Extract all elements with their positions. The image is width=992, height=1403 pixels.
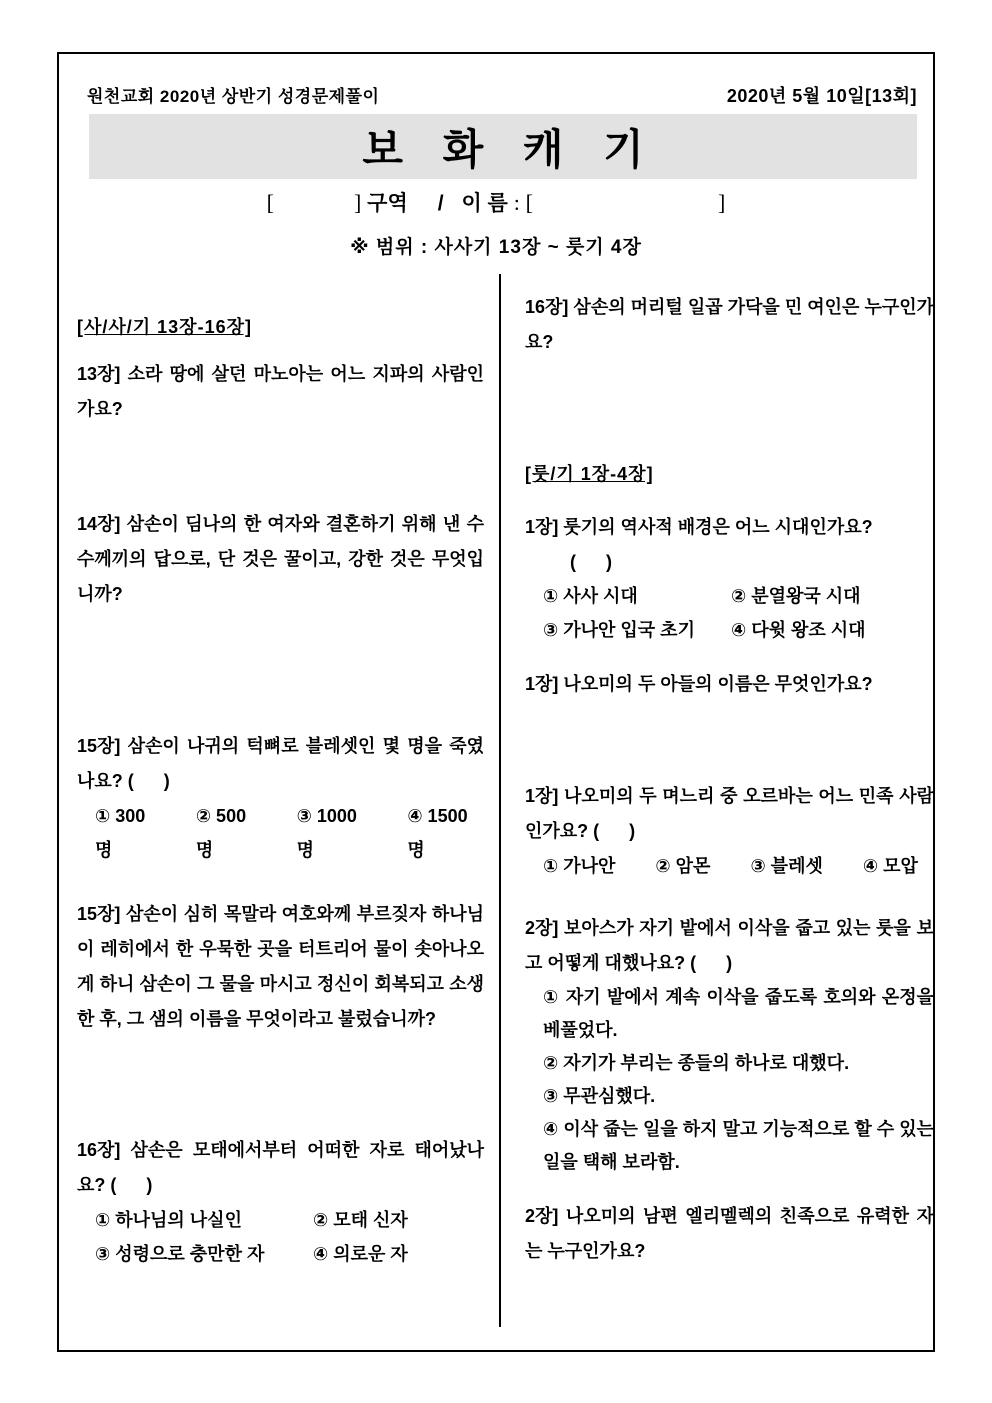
- option-item: ④ 의로운 자: [313, 1244, 408, 1264]
- document-page: [57, 52, 935, 1352]
- question-text: 1장] 나오미의 두 며느리 중 오르바는 어느 민족 사람인가요? ( ): [525, 786, 934, 841]
- section-heading-ruth: [룻/기 1장-4장]: [525, 464, 654, 484]
- options-row: [77, 799, 484, 867]
- option-item: ① 자기 밭에서 계속 이삭을 줍도록 호의와 온정을 베풀었다.: [543, 987, 934, 1040]
- question-block: [77, 729, 484, 867]
- question-block: [77, 507, 484, 612]
- question-block: [77, 897, 484, 1037]
- question-block: [525, 290, 934, 360]
- question-text: 15장] 삼손이 나귀의 턱뼈로 블레셋인 몇 명을 죽였나요? ( ): [77, 736, 484, 791]
- name-colon: :: [513, 190, 520, 215]
- question-text: 16장] 삼손은 모태에서부터 어떠한 자로 태어났나요? ( ): [77, 1140, 484, 1195]
- option-item: ② 500명: [195, 806, 247, 860]
- question-block: [77, 357, 484, 427]
- range-note: ※ 범위 : 사사기 13장 ~ 룻기 4장: [350, 237, 642, 258]
- option-item: ② 암몬: [655, 856, 711, 876]
- district-blank-close: ]: [354, 190, 362, 215]
- options-row: [525, 849, 934, 883]
- option-item: ④ 1500명: [407, 806, 468, 860]
- column-divider: [499, 274, 501, 1327]
- question-text: 13장] 소라 땅에 살던 마노아는 어느 지파의 사람인가요?: [77, 364, 484, 419]
- question-text: 15장] 삼손이 심히 목말라 여호와께 부르짖자 하나님이 레히에서 한 우묵한 곳을 터트리어 물이 솟아나오게 하니 삼손이 그 물을 마시고 정신이 회복되고 소생한 후, 그 샘의 이름을 무엇이라고 불렀습니까?: [77, 904, 484, 1029]
- page-header: [87, 82, 917, 108]
- option-item: ④ 이삭 줍는 일을 하지 말고 기능적으로 할 수 있는 일을 택해 보라함.: [543, 1119, 934, 1172]
- district-label: 구역: [367, 192, 408, 215]
- option-item: ③ 성령으로 충만한 자: [95, 1244, 265, 1264]
- question-text: 14장] 삼손이 딤나의 한 여자와 결혼하기 위해 낸 수수께끼의 답으로, 단 것은 꿀이고, 강한 것은 무엇입니까?: [77, 514, 484, 604]
- options-grid: [77, 1203, 484, 1271]
- option-item: ③ 무관심했다.: [543, 1086, 656, 1106]
- option-item: ③ 블레셋: [750, 856, 823, 876]
- option-item: ③ 가나안 입국 초기: [543, 620, 695, 640]
- option-item: ① 가나안: [543, 856, 616, 876]
- left-column: [77, 310, 484, 1271]
- district-name-line: [59, 187, 933, 217]
- option-item: ④ 다윗 왕조 시대: [731, 620, 866, 640]
- option-item: ① 사사 시대: [543, 586, 638, 606]
- district-blank-open: [: [266, 190, 274, 215]
- question-block: [77, 1133, 484, 1271]
- header-title: 원천교회 2020년 상반기 성경문제풀이: [87, 87, 380, 106]
- answer-blank: ( ): [570, 552, 612, 572]
- header-date-issue: 2020년 5월 10일[13회]: [726, 86, 917, 106]
- question-block: [525, 510, 934, 647]
- option-item: ① 하나님의 나실인: [95, 1210, 242, 1230]
- question-text: 1장] 룻기의 역사적 배경은 어느 시대인가요?: [525, 517, 873, 537]
- question-block: [525, 911, 934, 1179]
- question-block: [525, 1199, 934, 1269]
- options-grid: [525, 579, 934, 647]
- question-text: 16장] 삼손의 머리털 일곱 가닥을 민 여인은 누구인가요?: [525, 297, 934, 352]
- question-text: 2장] 보아스가 자기 밭에서 이삭을 줍고 있는 룻을 보고 어떻게 대했나요? ( ): [525, 918, 934, 973]
- option-item: ④ 모압: [862, 856, 918, 876]
- right-column: [525, 290, 934, 1269]
- name-blank-close: ]: [718, 190, 726, 215]
- section-heading-judges: [사/사/기 13장-16장]: [77, 317, 252, 337]
- name-blank-open: [: [525, 190, 533, 215]
- option-item: ① 300명: [95, 806, 146, 860]
- option-item: ② 모태 신자: [313, 1210, 408, 1230]
- title-banner: [89, 114, 917, 179]
- separator-slash: /: [437, 192, 444, 215]
- question-block: [525, 779, 934, 883]
- option-item: ② 분열왕국 시대: [731, 586, 861, 606]
- name-label: 이 름: [461, 192, 508, 215]
- option-item: ② 자기가 부리는 종들의 하나로 대했다.: [543, 1053, 850, 1073]
- question-text: 2장] 나오미의 남편 엘리멜렉의 친족으로 유력한 자는 누구인가요?: [525, 1206, 934, 1261]
- question-block: [525, 667, 934, 702]
- question-text: 1장] 나오미의 두 아들의 이름은 무엇인가요?: [525, 674, 873, 694]
- option-item: ③ 1000명: [296, 806, 357, 860]
- title-text: 보 화 캐 기: [362, 125, 658, 173]
